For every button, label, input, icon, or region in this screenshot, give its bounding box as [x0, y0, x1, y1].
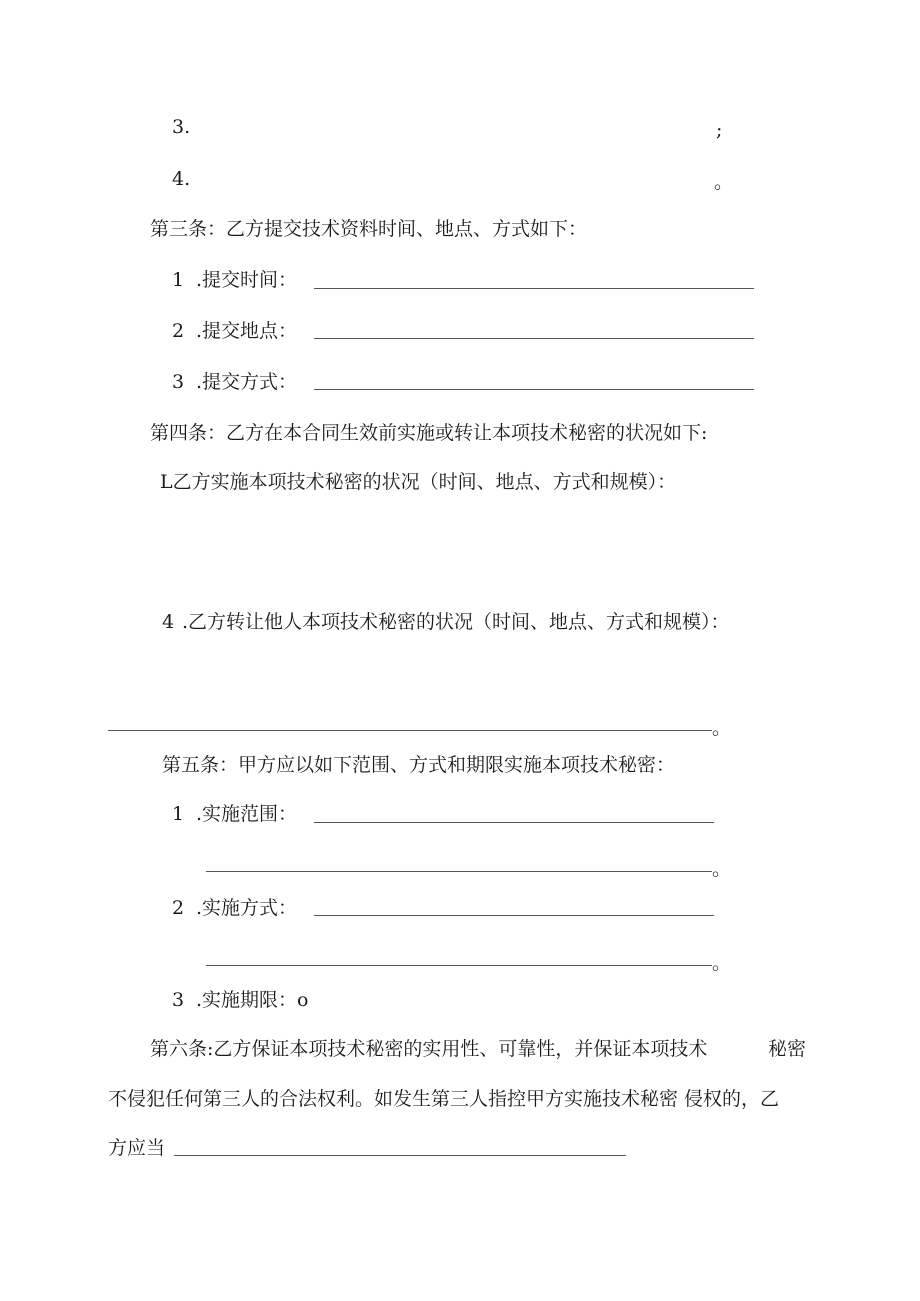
- article-4-heading: 第四条：乙方在本合同生效前实施或转让本项技术秘密的状况如下:: [150, 422, 708, 444]
- article-6-line-1-tail: 秘密: [768, 1038, 807, 1060]
- article-4-end-mark: 。: [712, 717, 732, 739]
- list-item-3-end-mark: ;: [716, 119, 723, 141]
- article-6-line-1: 第六条:乙方保证本项技术秘密的实用性、可靠性，并保证本项技术: [150, 1038, 708, 1060]
- article-3-item-3-label: .提交方式：: [196, 371, 298, 393]
- article-4-item-2-text: .乙方转让他人本项技术秘密的状况（时间、地点、方式和规模）：: [182, 611, 730, 633]
- article-3-item-2-label: .提交地点：: [196, 320, 298, 342]
- article-4-item-1: L乙方实施本项技术秘密的状况（时间、地点、方式和规模）：: [160, 471, 677, 493]
- list-item-4-end-mark: 。: [714, 171, 734, 193]
- list-item-4-number: 4.: [172, 168, 191, 190]
- article-3-item-3-blank: [314, 389, 754, 390]
- article-6-line-3: 方应当: [108, 1137, 166, 1159]
- article-6-blank: [174, 1155, 626, 1156]
- article-5-item-2-blank-continued: [206, 965, 712, 966]
- article-6-line-2: 不侵犯任何第三人的合法权利。如发生第三人指控甲方实施技术秘密 侵权的，乙: [108, 1088, 780, 1110]
- article-3-item-1-label: .提交时间：: [196, 269, 298, 291]
- article-5-item-1-end-mark: 。: [712, 858, 732, 880]
- article-5-item-3-number: 3: [172, 989, 185, 1011]
- article-3-item-1-number: 1: [172, 269, 185, 291]
- list-item-3-number: 3.: [172, 116, 191, 138]
- article-5-item-3-label: .实施期限：o: [196, 989, 309, 1011]
- article-3-heading: 第三条：乙方提交技术资料时间、地点、方式如下：: [150, 218, 588, 240]
- article-5-item-2-end-mark: 。: [712, 952, 732, 974]
- article-5-item-2-label: .实施方式：: [196, 897, 298, 919]
- article-5-item-2-blank: [314, 915, 714, 916]
- article-3-item-3-number: 3: [172, 371, 185, 393]
- article-5-item-1-blank: [314, 822, 714, 823]
- article-5-item-2-number: 2: [172, 897, 185, 919]
- article-4-item-2-blank: [108, 730, 712, 731]
- article-5-item-1-blank-continued: [206, 871, 712, 872]
- article-5-item-1-number: 1: [172, 803, 185, 825]
- article-4-item-2-number: 4: [162, 611, 175, 633]
- article-3-item-2-blank: [314, 338, 754, 339]
- article-5-item-1-label: .实施范围：: [196, 803, 298, 825]
- article-3-item-2-number: 2: [172, 320, 185, 342]
- article-5-heading: 第五条：甲方应以如下范围、方式和期限实施本项技术秘密：: [162, 754, 676, 776]
- article-3-item-1-blank: [314, 288, 754, 289]
